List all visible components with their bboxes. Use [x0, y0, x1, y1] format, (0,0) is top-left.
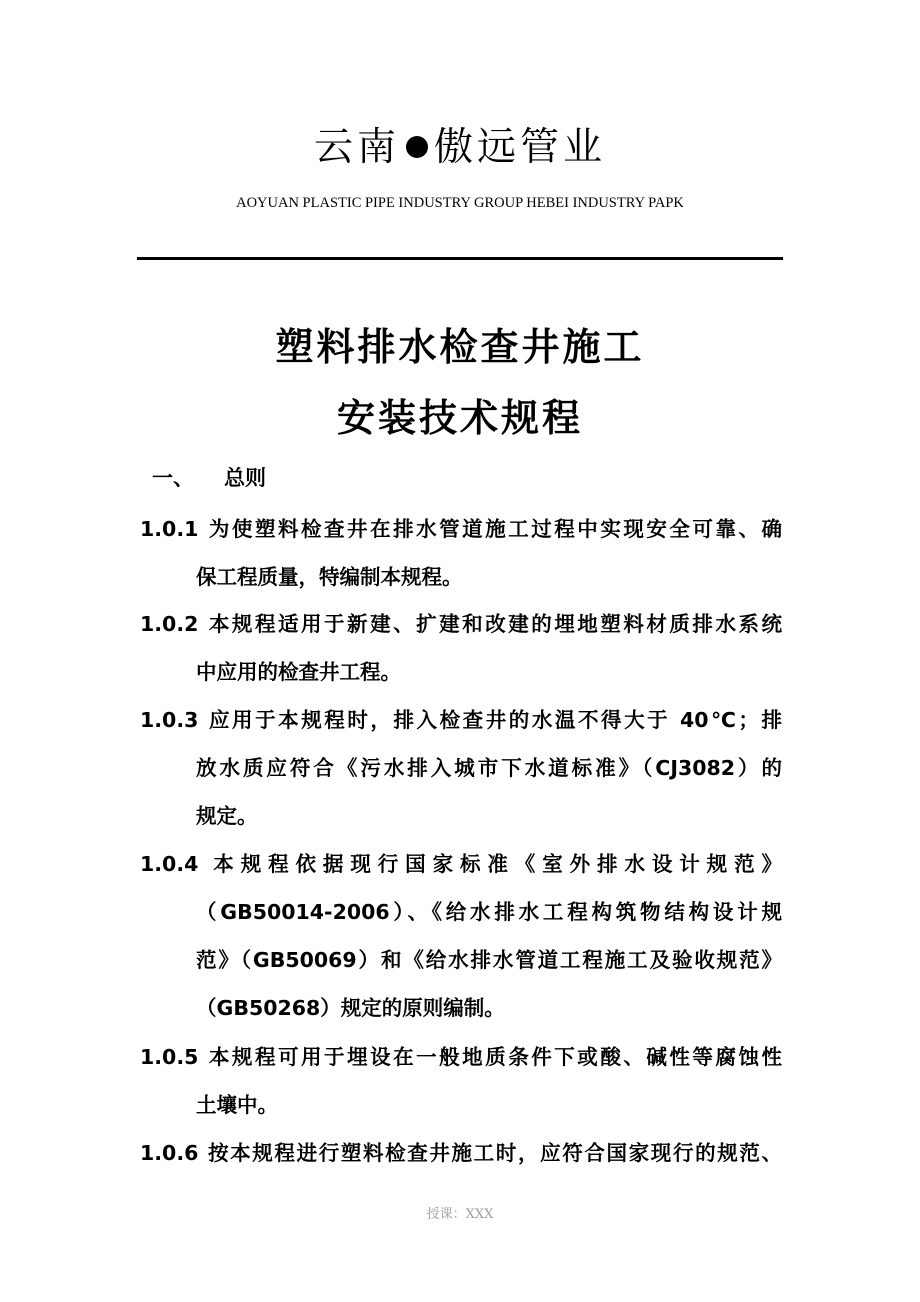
company-name-en: AOYUAN PLASTIC PIPE INDUSTRY GROUP HEBEI INDUSTRY PAPK [236, 195, 684, 211]
clause-1-0-6 [140, 1129, 782, 1177]
clause-number: 1.0.5 [140, 1045, 199, 1069]
company-name-part2: 傲远管业 [434, 125, 607, 170]
clause-number: 1.0.2 [140, 612, 199, 636]
clause-number: 1.0.4 [140, 852, 199, 876]
clause-1-0-3 [140, 696, 782, 840]
header-divider [137, 257, 783, 260]
section-heading [152, 462, 266, 494]
clause-number: 1.0.6 [140, 1141, 199, 1165]
clause-line: 放水质应符合《污水排入城市下水道标准》（CJ3082）的 [196, 756, 782, 780]
clause-line: 1.0.1 为使塑料检查井在排水管道施工过程中实现安全可靠、确 [140, 517, 782, 541]
clause-1-0-5 [140, 1033, 782, 1129]
clause-line: 中应用的检查井工程。 [196, 660, 401, 684]
clause-line: 保工程质量，特编制本规程。 [196, 565, 463, 589]
clause-line: （GB50014-2006）、《给水排水工程构筑物结构设计规 [196, 900, 782, 924]
company-name-part1: 云南 [313, 125, 400, 170]
clause-number: 1.0.1 [140, 517, 199, 541]
clause-line: 1.0.6 按本规程进行塑料检查井施工时，应符合国家现行的规范、 [140, 1141, 782, 1165]
section-label: 总则 [224, 466, 266, 490]
clause-line: 1.0.3 应用于本规程时，排入检查井的水温不得大于 40℃；排 [140, 708, 782, 732]
clause-line: 规定。 [196, 804, 258, 828]
clause-1-0-2 [140, 600, 782, 696]
document-title-line2: 安装技术规程 [336, 396, 583, 440]
page-footer: 授课：XXX [426, 1207, 494, 1222]
document-title-line1: 塑料排水检查井施工 [275, 325, 645, 369]
section-number: 一、 [152, 466, 194, 490]
clause-line: 范》（GB50069）和《给水排水管道工程施工及验收规范》 [196, 948, 782, 972]
clause-line: （GB50268）规定的原则编制。 [196, 996, 505, 1020]
clause-line: 土壤中。 [196, 1093, 278, 1117]
clause-1-0-1 [140, 505, 782, 601]
clause-number: 1.0.3 [140, 708, 199, 732]
clause-line: 1.0.2 本规程适用于新建、扩建和改建的埋地塑料材质排水系统 [140, 612, 782, 636]
bullet-dot-icon [406, 136, 428, 158]
clause-line: 1.0.4 本规程依据现行国家标准《室外排水设计规范》 [140, 852, 782, 876]
clause-1-0-4 [140, 840, 782, 1032]
company-name-cn [0, 122, 920, 174]
clause-line: 1.0.5 本规程可用于埋设在一般地质条件下或酸、碱性等腐蚀性 [140, 1045, 782, 1069]
